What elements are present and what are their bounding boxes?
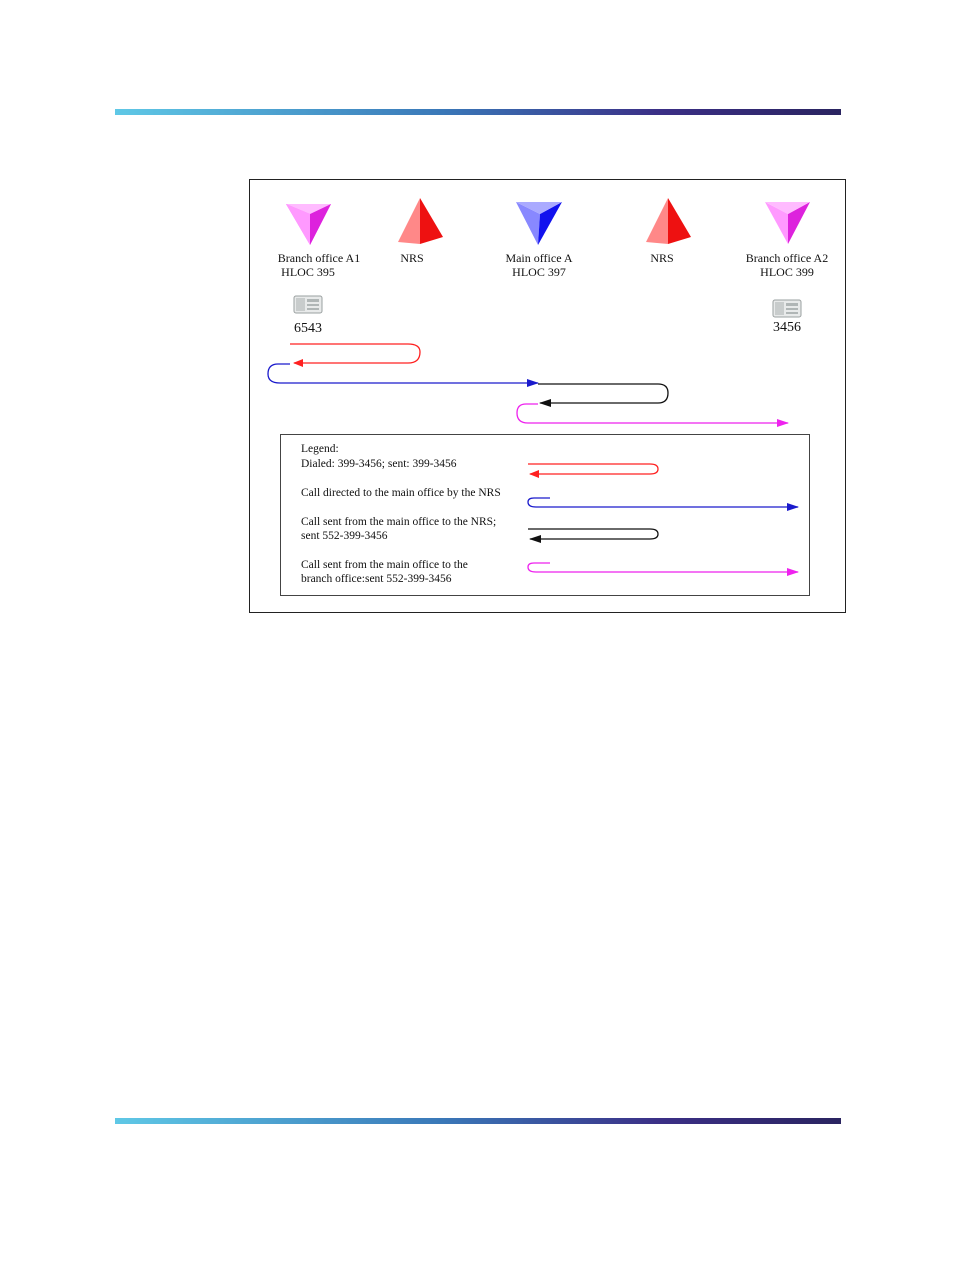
- main-office-a-icon: [516, 202, 562, 245]
- node-title: NRS: [650, 251, 674, 265]
- legend-box: [280, 434, 810, 596]
- legend-item-text: Dialed: 399-3456; sent: 399-3456: [301, 458, 457, 470]
- legend-item-main-to-nrs: [301, 515, 531, 543]
- node-hloc: HLOC 397: [512, 265, 566, 279]
- footer-rule: [115, 1118, 841, 1124]
- legend-item-main-to-branch: [301, 558, 531, 586]
- call-flow-red-arrow: [290, 344, 420, 363]
- branch-office-a2-icon: [765, 202, 810, 244]
- node-hloc: HLOC 399: [760, 265, 814, 279]
- extension-6543: 6543: [294, 321, 322, 336]
- node-title: NRS: [400, 251, 424, 265]
- branch-office-a1-icon: [286, 204, 331, 245]
- legend-item-text: Call directed to the main office by the NRS: [301, 487, 501, 499]
- node-title: Branch office A1: [277, 251, 361, 265]
- node-label-branch-a2: [732, 251, 842, 279]
- legend-item-text: Call sent from the main office to the: [301, 559, 468, 571]
- telephone-icon: [294, 296, 322, 313]
- extension-3456: 3456: [773, 320, 801, 335]
- call-flow-black-arrow: [538, 384, 668, 403]
- node-label-nrs-2: [607, 251, 717, 265]
- call-routing-diagram: [249, 179, 846, 613]
- legend-item-text: Call sent from the main office to the NRS;: [301, 516, 497, 528]
- nrs-1-icon: [398, 198, 443, 244]
- node-hloc: HLOC 395: [281, 265, 335, 279]
- node-title: Main office A: [505, 251, 573, 265]
- call-flow-blue-arrow: [268, 364, 538, 383]
- telephone-icon: [773, 300, 801, 317]
- legend-item-dialed: [301, 457, 531, 471]
- node-label-main-a: [484, 251, 594, 279]
- legend-item-text: sent 552-399-3456: [301, 530, 388, 542]
- legend-title: Legend:: [301, 443, 339, 455]
- legend-item-directed: [301, 486, 531, 500]
- node-label-nrs-1: [357, 251, 467, 265]
- call-flow-magenta-arrow: [517, 404, 788, 423]
- nrs-2-icon: [646, 198, 691, 244]
- header-rule: [115, 109, 841, 115]
- node-title: Branch office A2: [745, 251, 829, 265]
- legend-item-text: branch office:sent 552-399-3456: [301, 573, 452, 585]
